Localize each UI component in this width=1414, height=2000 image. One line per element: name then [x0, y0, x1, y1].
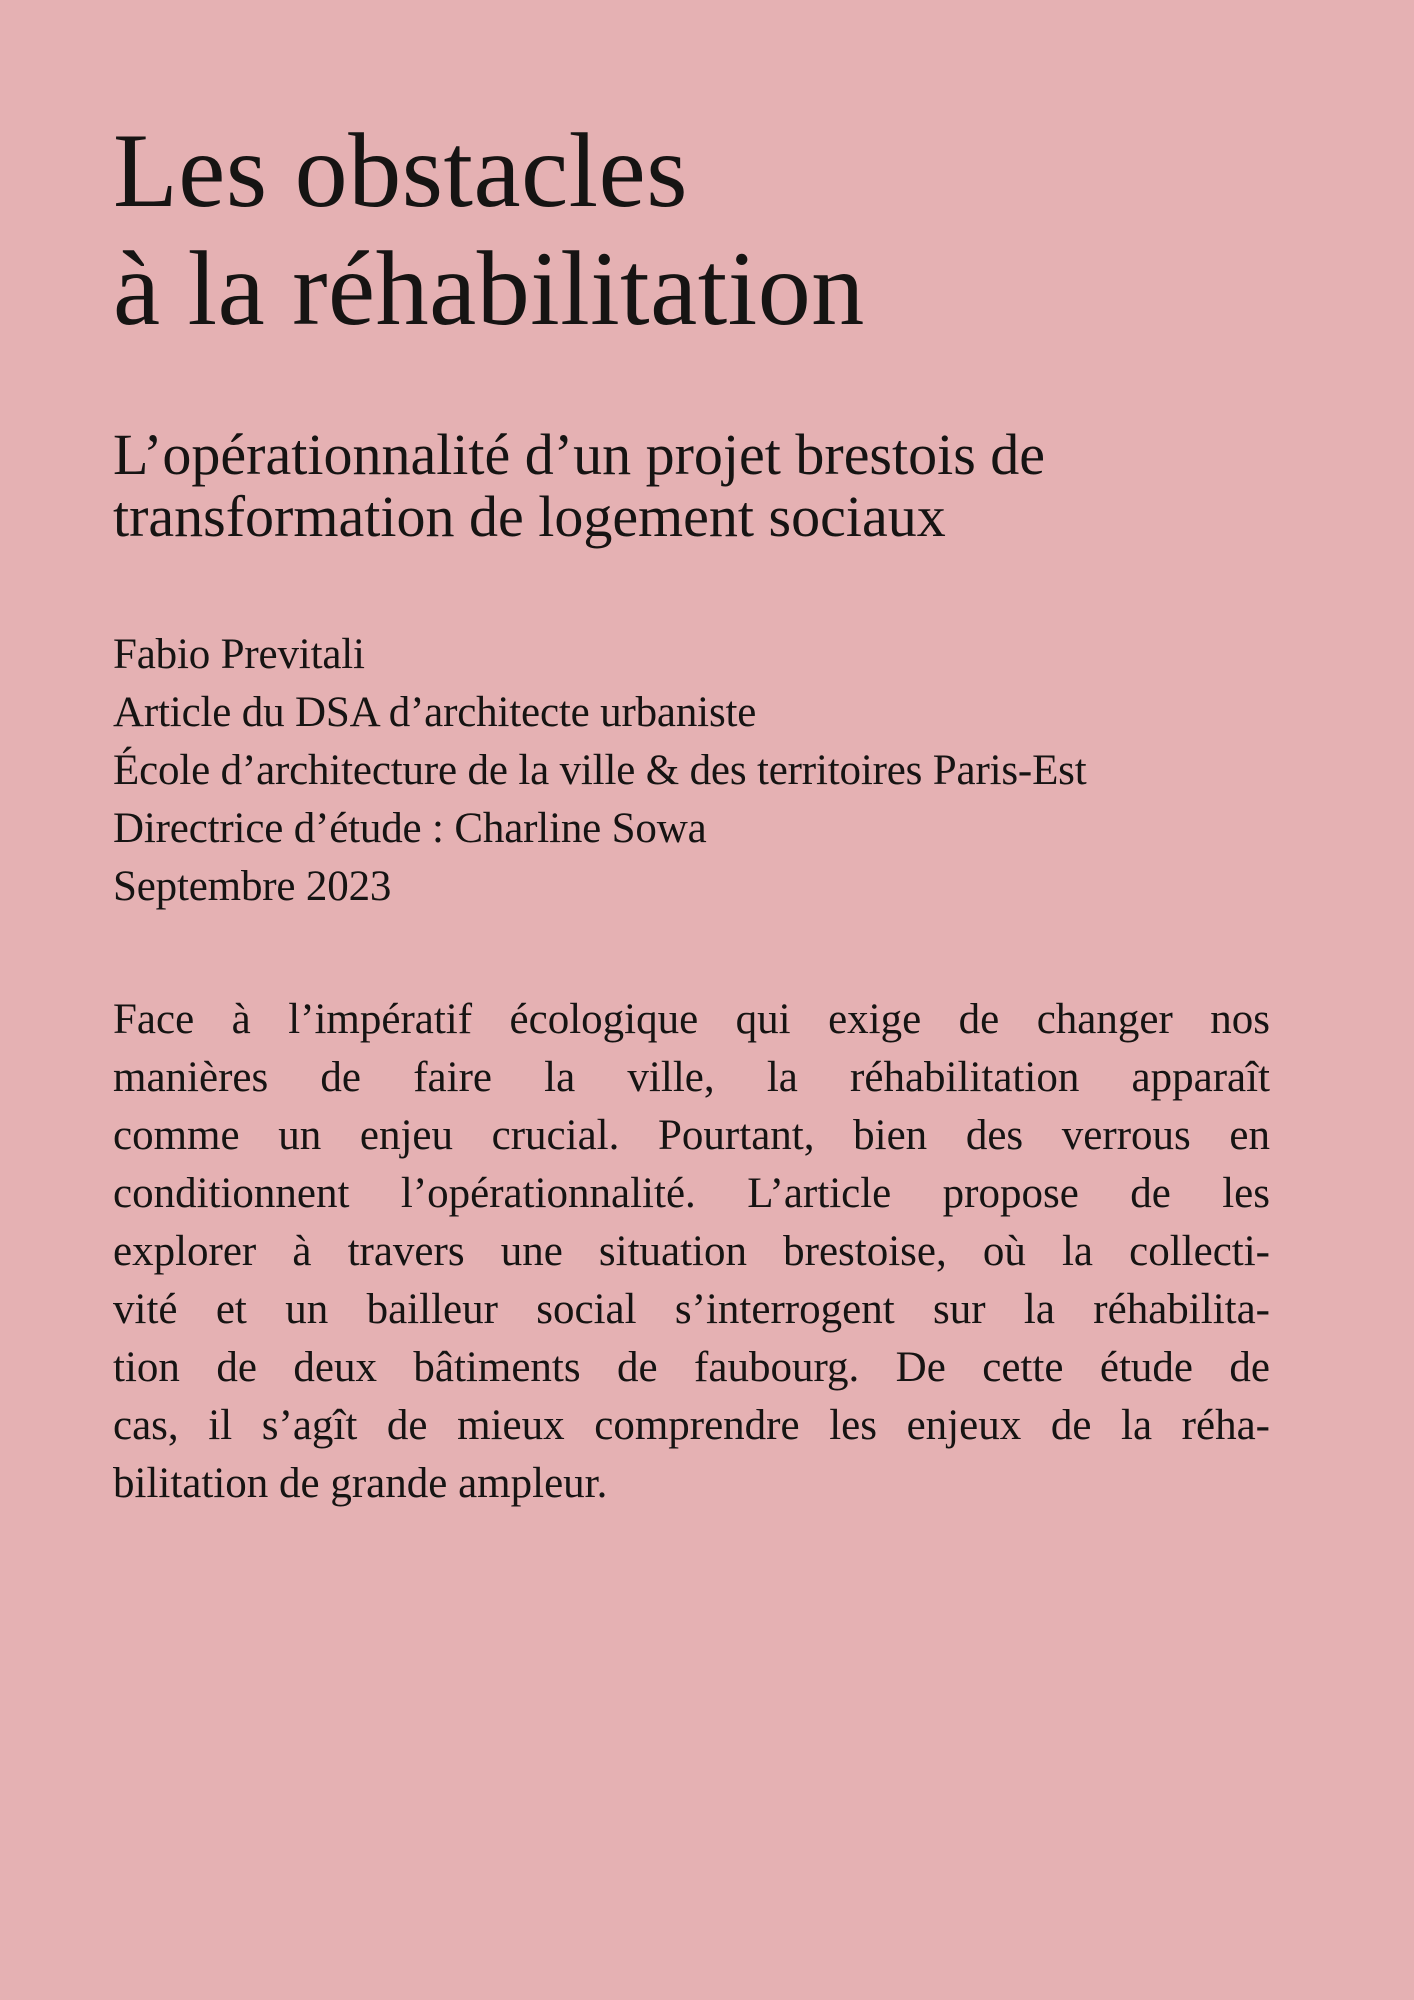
abstract-line: comme un enjeu crucial. Pourtant, bien des verrous en: [113, 1112, 1270, 1159]
abstract-line: cas, il s’agît de mieux comprendre les enjeux de la réha-: [113, 1402, 1270, 1449]
subtitle-line: transformation de logement sociaux: [113, 484, 946, 549]
abstract-paragraph: [113, 991, 1270, 1513]
abstract-line: manières de faire la ville, la réhabilitation apparaît: [113, 1054, 1270, 1101]
abstract-line: conditionnent l’opérationnalité. L’article propose de les: [113, 1170, 1270, 1217]
title-line: Les obstacles: [113, 112, 688, 229]
abstract-line: Face à l’impératif écologique qui exige de changer nos: [113, 996, 1270, 1043]
abstract-line: tion de deux bâtiments de faubourg. De cette étude de: [113, 1344, 1270, 1391]
abstract-line: vité et un bailleur social s’interrogent sur la réhabilita-: [113, 1286, 1270, 1333]
study-director: Directrice d’étude : Charline Sowa: [113, 805, 707, 852]
author-metadata-block: [113, 626, 1270, 916]
abstract-line: bilitation de grande ampleur.: [113, 1460, 608, 1507]
author-name: Fabio Previtali: [113, 631, 365, 678]
publication-date: Septembre 2023: [113, 863, 392, 910]
subtitle-line: L’opérationnalité d’un projet brestois de: [113, 422, 1046, 487]
page-title: [113, 112, 1270, 348]
article-type: Article du DSA d’architecte urbaniste: [113, 689, 757, 736]
institution: École d’architecture de la ville & des territoires Paris-Est: [113, 747, 1087, 794]
title-line: à la réhabilitation: [113, 230, 865, 347]
page-subtitle: [113, 424, 1270, 548]
abstract-line: explorer à travers une situation brestoise, où la collecti-: [113, 1228, 1270, 1275]
